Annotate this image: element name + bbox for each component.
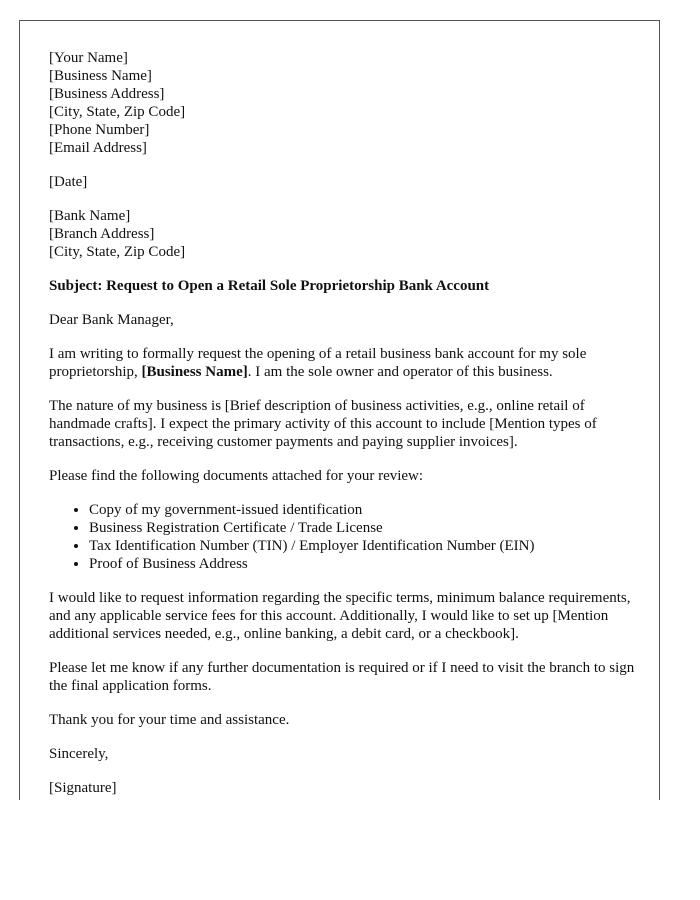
salutation: Dear Bank Manager, xyxy=(49,312,174,328)
list-item: • Copy of my government-issued identification xyxy=(89,501,645,519)
signature-placeholder: [Signature] xyxy=(49,780,117,796)
thanks-line: Thank you for your time and assistance. xyxy=(49,712,290,728)
recipient-address xyxy=(49,207,645,261)
sender-city-state-zip: [City, State, Zip Code] xyxy=(49,104,186,120)
paragraph-further-docs: Please let me know if any further documentation is required or if I need to visit the branch to sign the final application forms. xyxy=(49,660,635,694)
paragraph-intro xyxy=(49,345,645,381)
letter-date-block xyxy=(49,173,645,191)
recipient-city-state-zip: [City, State, Zip Code] xyxy=(49,244,186,260)
paragraph-intro-text-end: . I am the sole owner and operator of this business. xyxy=(247,364,553,380)
recipient-bank-name: [Bank Name] xyxy=(49,208,131,224)
documents-list xyxy=(49,501,645,573)
sender-phone: [Phone Number] xyxy=(49,122,150,138)
letter-page xyxy=(19,20,660,800)
paragraph-terms-request: I would like to request information regarding the specific terms, minimum balance requirements, and any applicable service fees for this account. Additionally, I would like to set up [Mention additional services needed, e.g., online banking, a debit card, or a checkbook]. xyxy=(49,590,631,642)
paragraph-business-nature: The nature of my business is [Brief description of business activities, e.g., online retail of handmade crafts]. I expect the primary activity of this account to include [Mention types of transactions, e.g., receiving customer payments and paying supplier invoices]. xyxy=(49,398,597,450)
letter-content xyxy=(49,49,645,800)
subject-line: Subject: Request to Open a Retail Sole Proprietorship Bank Account xyxy=(49,278,490,294)
sender-address xyxy=(49,49,645,157)
paragraph-intro-text-start: I am writing to formally request the opening of a retail business bank account for my sole proprietorship, xyxy=(49,346,587,380)
sender-business-name: [Business Name] xyxy=(49,68,152,84)
sender-email: [Email Address] xyxy=(49,140,147,156)
list-item: • Tax Identification Number (TIN) / Employer Identification Number (EIN) xyxy=(89,537,645,555)
sender-name: [Your Name] xyxy=(49,50,128,66)
list-item: • Proof of Business Address xyxy=(89,555,645,573)
letter-date: [Date] xyxy=(49,174,88,190)
documents-intro: Please find the following documents attached for your review: xyxy=(49,468,424,484)
sender-business-address: [Business Address] xyxy=(49,86,165,102)
business-name-bold: [Business Name] xyxy=(141,364,248,380)
closing-line: Sincerely, xyxy=(49,746,109,762)
list-item: • Business Registration Certificate / Trade License xyxy=(89,519,645,537)
recipient-branch-address: [Branch Address] xyxy=(49,226,155,242)
